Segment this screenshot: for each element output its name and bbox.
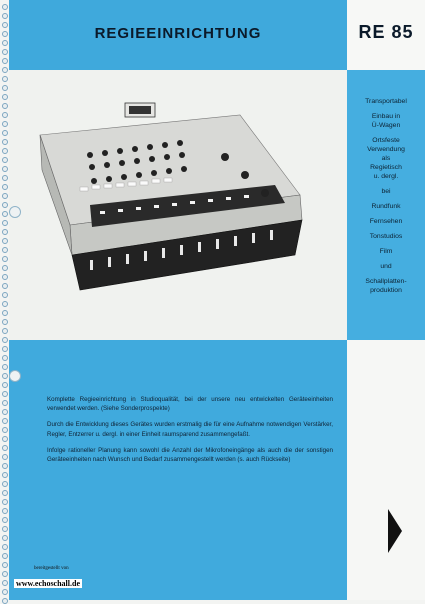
usage-item xyxy=(350,187,422,196)
binder-hole xyxy=(2,211,8,217)
binder-hole xyxy=(2,427,8,433)
binder-hole xyxy=(2,553,8,559)
binder-hole xyxy=(2,337,8,343)
paragraph-1: Komplette Regieeinrichtung in Studioqualität, bei der unsere neu entwickelten Geräteeinheiten verwendet werden. (Siehe Sonderprospekte) xyxy=(47,396,333,413)
binder-hole xyxy=(2,238,8,244)
binder-hole xyxy=(2,400,8,406)
binder-hole xyxy=(2,364,8,370)
usage-item xyxy=(350,97,422,106)
binder-hole xyxy=(2,382,8,388)
binder-holes xyxy=(0,0,9,600)
binder-hole xyxy=(2,562,8,568)
binder-hole xyxy=(2,85,8,91)
binder-hole xyxy=(2,373,8,379)
binder-hole xyxy=(2,256,8,262)
binder-hole xyxy=(2,463,8,469)
mixing-console-photo xyxy=(30,95,310,295)
binder-hole xyxy=(2,166,8,172)
binder-hole xyxy=(2,589,8,595)
binder-hole xyxy=(2,472,8,478)
usage-item-line: Fernsehen xyxy=(369,218,403,225)
binder-hole xyxy=(2,517,8,523)
binder-hole xyxy=(2,94,8,100)
model-number: RE 85 xyxy=(358,22,414,42)
binder-hole xyxy=(2,274,8,280)
usage-item-line: Einbau in xyxy=(371,113,401,120)
binder-hole xyxy=(2,193,8,199)
binder-hole xyxy=(2,310,8,316)
usage-item-line: Schallplatten- xyxy=(365,278,407,285)
binder-hole xyxy=(2,265,8,271)
usage-item-line: produktion xyxy=(370,287,402,294)
usage-item-line: Verwendung xyxy=(367,146,405,153)
binder-hole xyxy=(2,22,8,28)
usage-item xyxy=(350,277,422,295)
binder-hole xyxy=(2,130,8,136)
usage-item-line: Regietisch xyxy=(370,164,402,171)
paragraph-2: Durch die Entwicklung dieses Gerätes wurden erstmalig die für eine Aufnahme notwendigen Verstärker, Regler, Entzerrer u. dergl. in einer Einheit raumsparend zusammengefaßt. xyxy=(47,421,333,438)
punch-hole-top xyxy=(9,206,21,218)
binder-hole xyxy=(2,67,8,73)
usage-item-line: als xyxy=(381,155,391,162)
binder-hole xyxy=(2,490,8,496)
binder-hole xyxy=(2,103,8,109)
binder-hole xyxy=(2,283,8,289)
usage-item xyxy=(350,232,422,241)
binder-hole xyxy=(2,580,8,586)
binder-hole xyxy=(2,445,8,451)
binder-hole xyxy=(2,544,8,550)
binder-hole xyxy=(2,40,8,46)
binder-hole xyxy=(2,4,8,10)
usage-item-line: Tonstudios xyxy=(369,233,403,240)
usage-item-line: u. dergl. xyxy=(373,173,399,180)
description-text xyxy=(47,395,333,471)
binder-hole xyxy=(2,391,8,397)
page-title: REGIEEINRICHTUNG xyxy=(94,25,262,42)
binder-hole xyxy=(2,508,8,514)
arrow-right-icon[interactable] xyxy=(388,509,402,553)
binder-hole xyxy=(2,229,8,235)
source-url[interactable]: www.echoschall.de xyxy=(16,579,80,588)
usage-item-line: Ü-Wagen xyxy=(371,122,401,129)
usage-item-line: bei xyxy=(381,188,391,195)
punch-hole-bottom xyxy=(9,370,21,382)
binder-hole xyxy=(2,598,8,604)
binder-hole xyxy=(2,355,8,361)
binder-hole xyxy=(2,346,8,352)
usage-item xyxy=(350,202,422,211)
binder-hole xyxy=(2,31,8,37)
usage-item xyxy=(350,262,422,271)
usage-item-line: und xyxy=(380,263,392,270)
binder-hole xyxy=(2,481,8,487)
binder-hole xyxy=(2,112,8,118)
binder-hole xyxy=(2,526,8,532)
binder-hole xyxy=(2,328,8,334)
binder-hole xyxy=(2,58,8,64)
arrow-panel xyxy=(347,340,425,600)
binder-hole xyxy=(2,418,8,424)
binder-hole xyxy=(2,157,8,163)
usage-item xyxy=(350,217,422,226)
usage-item-line: Rundfunk xyxy=(371,203,401,210)
binder-hole xyxy=(2,13,8,19)
binder-hole xyxy=(2,292,8,298)
usage-list xyxy=(350,97,422,301)
binder-hole xyxy=(2,202,8,208)
usage-item-line: Transportabel xyxy=(365,98,407,105)
usage-item xyxy=(350,136,422,181)
usage-item xyxy=(350,247,422,256)
binder-hole xyxy=(2,49,8,55)
binder-hole xyxy=(2,454,8,460)
binder-hole xyxy=(2,571,8,577)
binder-hole xyxy=(2,220,8,226)
binder-hole xyxy=(2,139,8,145)
binder-hole xyxy=(2,148,8,154)
paragraph-3: Infolge rationeller Planung kann sowohl die Anzahl der Mikrofoneingänge als auch die der sonstigen Geräteeinheiten nach Wunsch und Bedarf zusammengestellt werden (s. auch Rückseite) xyxy=(47,446,333,464)
binder-hole xyxy=(2,535,8,541)
usage-item-line: Film xyxy=(379,248,393,255)
binder-hole xyxy=(2,499,8,505)
binder-hole xyxy=(2,121,8,127)
binder-hole xyxy=(2,184,8,190)
usage-item-line: Ortsfeste xyxy=(372,137,400,144)
binder-hole xyxy=(2,247,8,253)
binder-hole xyxy=(2,436,8,442)
binder-hole xyxy=(2,301,8,307)
binder-hole xyxy=(2,409,8,415)
binder-hole xyxy=(2,319,8,325)
provided-by-label: bereitgestellt von xyxy=(34,566,69,571)
binder-hole xyxy=(2,76,8,82)
usage-item xyxy=(350,112,422,130)
source-stamp xyxy=(14,566,114,590)
binder-hole xyxy=(2,175,8,181)
